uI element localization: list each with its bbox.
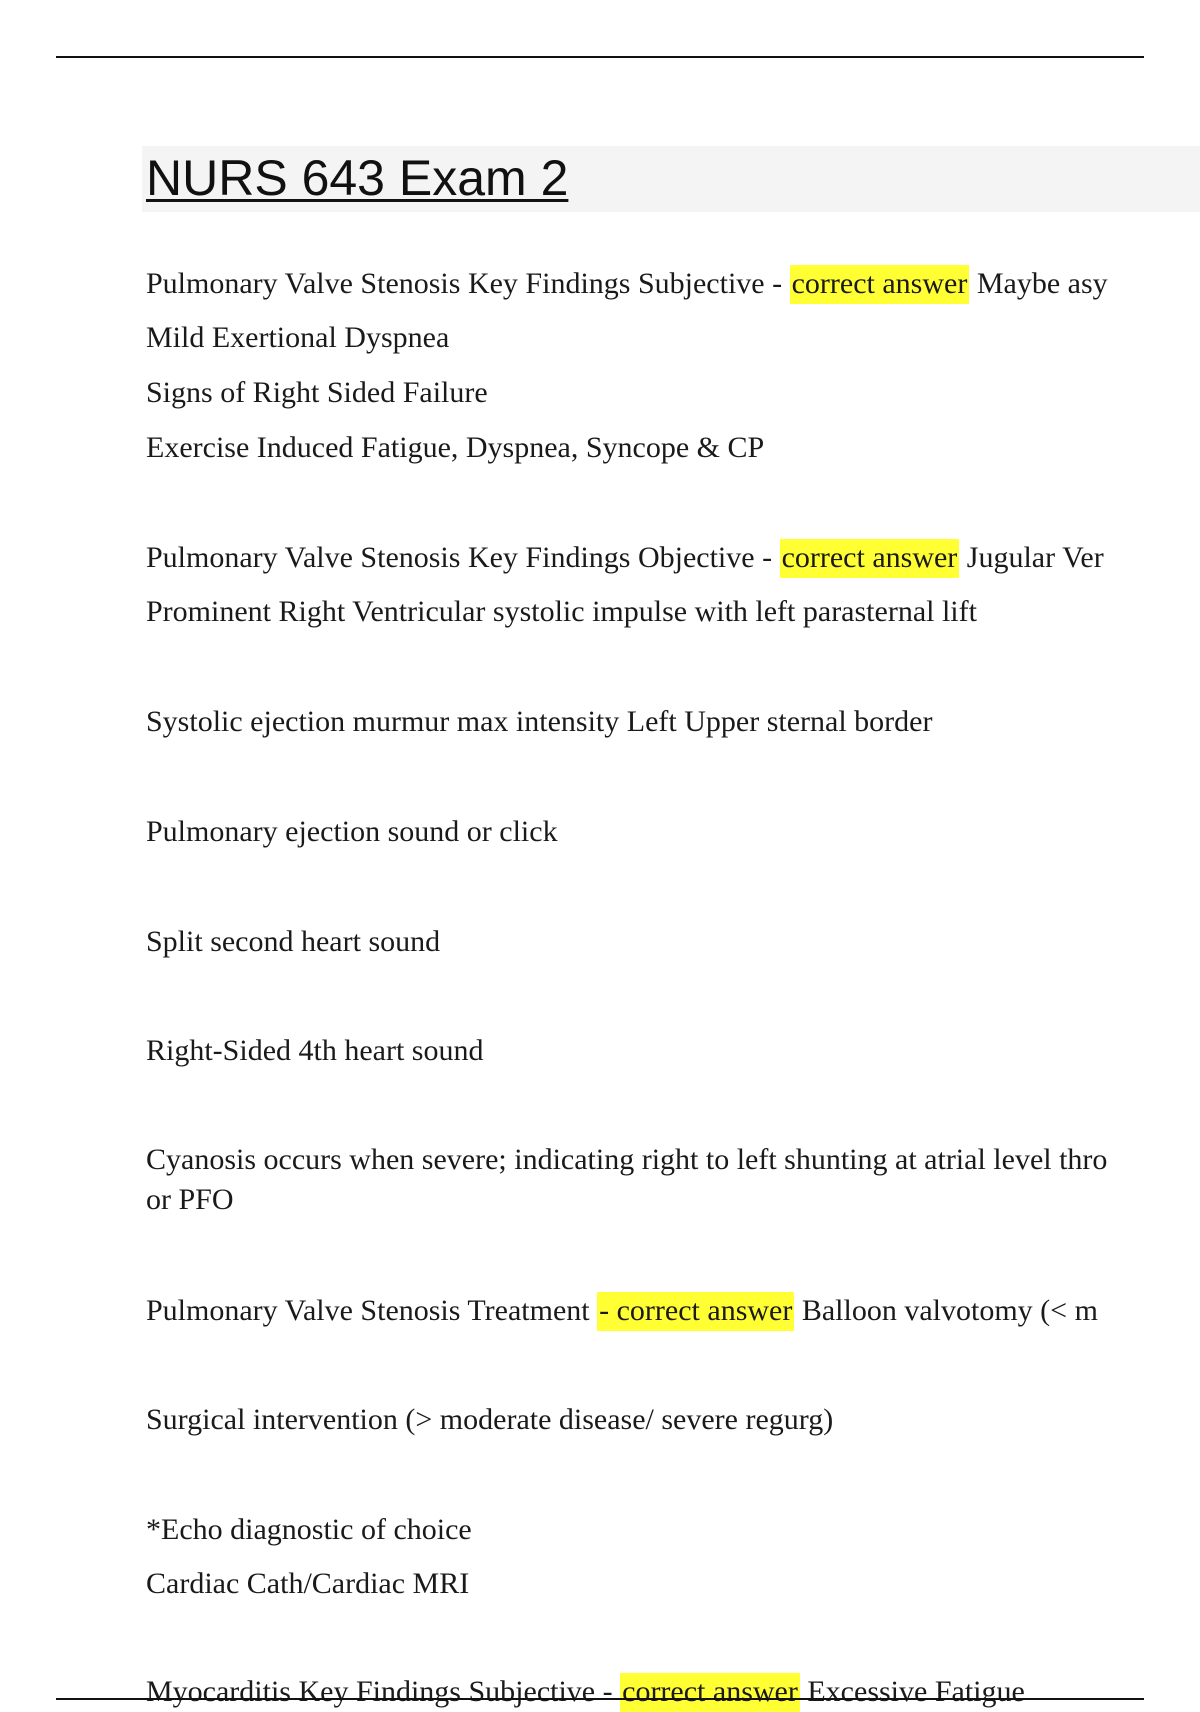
answer-paragraph: Surgical intervention (> moderate disease/ severe regurg) <box>146 1403 834 1436</box>
answer-line: Exercise Induced Fatigue, Dyspnea, Syncope & CP <box>146 431 765 464</box>
answer-text: Jugular Ver <box>959 541 1104 574</box>
correct-answer-highlight: correct answer <box>780 539 960 578</box>
answer-paragraph: Cyanosis occurs when severe; indicating right to left shunting at atrial level thro <box>146 1143 1108 1176</box>
question-myocarditis-subjective <box>146 1672 1025 1712</box>
correct-answer-highlight: correct answer <box>790 265 970 304</box>
answer-text: Excessive Fatigue <box>799 1675 1025 1708</box>
answer-line: Prominent Right Ventricular systolic impulse with left parasternal lift <box>146 595 977 628</box>
answer-text: Balloon valvotomy (< m <box>794 1294 1098 1327</box>
correct-answer-highlight: - correct answer <box>597 1292 794 1331</box>
question-text: Pulmonary Valve Stenosis Key Findings Objective - <box>146 541 780 574</box>
answer-line: Mild Exertional Dyspnea <box>146 321 450 354</box>
answer-paragraph: Pulmonary ejection sound or click <box>146 815 558 848</box>
answer-paragraph: Systolic ejection murmur max intensity Left Upper sternal border <box>146 705 933 738</box>
answer-paragraph: Right-Sided 4th heart sound <box>146 1034 484 1067</box>
question-text: Myocarditis Key Findings Subjective - <box>146 1675 621 1708</box>
document-body <box>146 0 1200 1708</box>
answer-paragraph: Split second heart sound <box>146 925 441 958</box>
answer-line: *Echo diagnostic of choice <box>146 1513 472 1546</box>
answer-text: Maybe asy <box>969 267 1108 300</box>
correct-answer-highlight: correct answer <box>620 1673 800 1712</box>
question-pvs-treatment <box>146 1291 1098 1331</box>
question-text: Pulmonary Valve Stenosis Key Findings Subjective - <box>146 267 790 300</box>
question-pvs-subjective <box>146 264 1108 304</box>
document-title: NURS 643 Exam 2 <box>146 150 569 206</box>
answer-line: Signs of Right Sided Failure <box>146 376 488 409</box>
answer-line: Cardiac Cath/Cardiac MRI <box>146 1567 470 1600</box>
question-text: Pulmonary Valve Stenosis Treatment <box>146 1294 598 1327</box>
question-pvs-objective <box>146 538 1104 578</box>
answer-paragraph: or PFO <box>146 1183 234 1216</box>
